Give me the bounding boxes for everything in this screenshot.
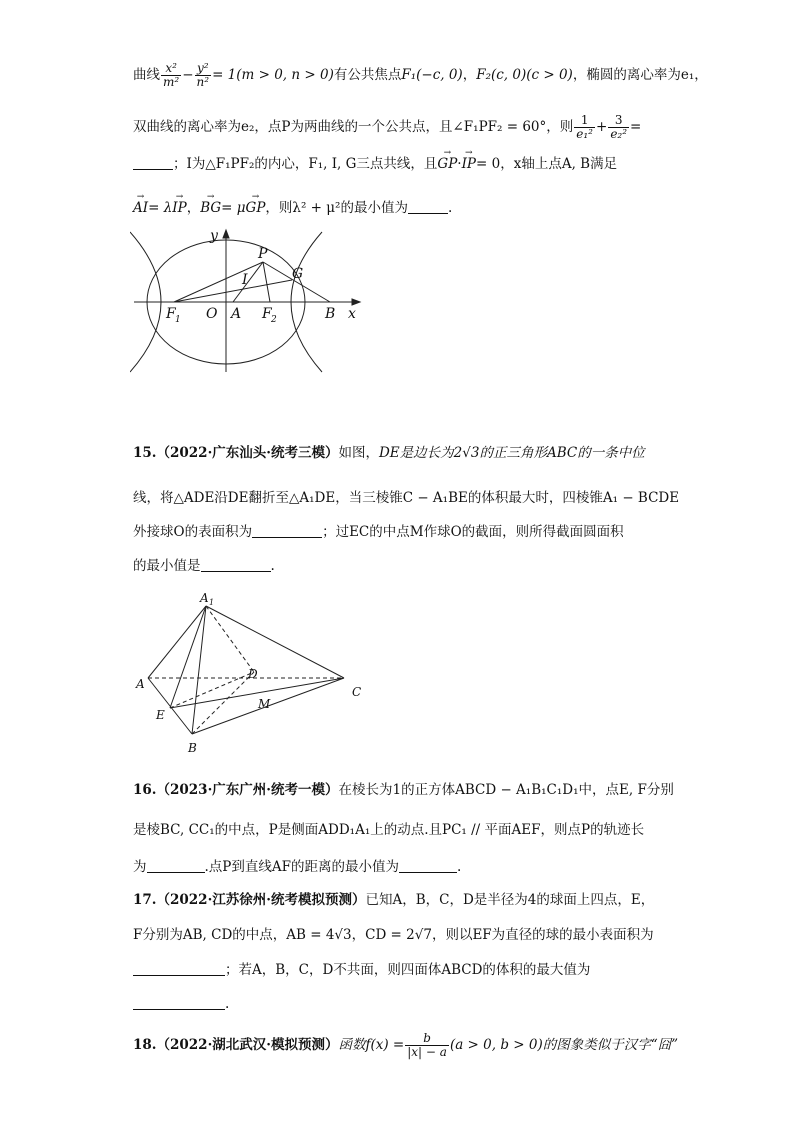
p16-line-1: 16.（2023·广东广州·统考一模）在棱长为1的正方体ABCD − A₁B₁C₁D₁中，点E, F分别 [133,782,674,798]
label-A: A [136,677,145,691]
answer-blank[interactable] [201,557,271,572]
problem-number: 18 [133,1037,152,1053]
p17-line-1: 17.（2022·江苏徐州·统考模拟预测）已知A，B，C，D是半径为4的球面上四点，E， [133,892,655,908]
label-A1: A [200,591,209,605]
answer-blank[interactable] [252,523,322,538]
pyramid-figure [130,586,370,756]
fraction: $\frac{3}{\text{e₂²}}$ [610,113,628,141]
label-D: D [248,667,258,681]
fraction: $\frac{1}{\text{e₁²}}$ [576,113,593,141]
label-F2: F [262,306,272,322]
p15-line-3: 外接球O的表面积为 ；过EC的中点M作球O的截面，则所得截面圆面积 [133,524,624,540]
edge-A1D-hidden [206,606,254,672]
problem-number: 17 [133,892,152,908]
label-C: C [352,685,362,699]
p15-line-1: 15.（2022·广东汕头·统考三模）如图，DE是边长为2√3的正三角形ABC的一条中位 [133,445,645,461]
p15-line-2: 线，将△ADE沿DE翻折至△A₁DE，当三棱锥C − A₁BE的体积最大时，四棱锥A₁ − BCDE [133,490,680,506]
answer-blank[interactable] [408,199,448,214]
problem-source: （2023·广东广州·统考一模） [156,782,339,798]
problem-number: 15 [133,445,152,461]
p16-line-2: 是棱BC, CC₁的中点，P是侧面ADD₁A₁上的动点.且PC₁ // 平面AEF，则点P的轨迹长 [133,822,645,838]
label-B: B [188,741,197,755]
label-F2-sub: 2 [271,315,277,325]
ellipse-hyperbola-figure [130,226,370,376]
p14-line-1: 曲线 $\frac{\text{x²}}{\text{m²}}$ − $\frac{\text{y²}}{\text{n²}}$ = 1(m > 0, n > 0)有公共焦点F₁(−c, 0)，F₂(c, 0)(c > 0)，椭圆的离心率为e₁， [133,61,708,89]
label-x: x [348,306,356,322]
problem-number: 16 [133,782,152,798]
problem-source: （2022·江苏徐州·统考模拟预测） [156,892,366,908]
segment-F1G [174,280,292,302]
p14-line-2: 双曲线的离心率为e₂，点P为两曲线的一个公共点，且∠F₁PF₂ = 60°，则 $\frac{1}{\text{e₁²}}$ + $\frac{3}{\text{e₂²}}$ = [133,113,642,141]
p14-line-4: → AI= λ→ IP，→ BG= μ→ GP，则λ² + μ²的最小值为 . [133,198,684,218]
answer-blank[interactable] [399,858,457,873]
edge-AB [148,678,192,734]
p14-line-3: ；I为△F₁PF₂的内心，F₁, I, G三点共线，且→ GP·→ IP= 0，x轴上点A, B满足 [133,154,684,174]
label-B: B [325,306,336,322]
label-G: G [292,266,304,282]
label-I: I [242,272,248,288]
p15-line-4: 的最小值是 . [133,558,275,574]
answer-blank[interactable] [133,155,173,170]
fraction: $\frac{\text{y²}}{\text{n²}}$ [196,61,210,89]
segment-PA [233,262,263,302]
answer-blank[interactable] [133,961,225,976]
edge-A1C [206,606,344,678]
label-O: O [206,306,218,322]
problem-source: （2022·广东汕头·统考三模） [156,445,339,461]
segment-PF2 [263,262,270,302]
label-P: P [258,246,268,262]
label-E: E [156,708,165,722]
label-A1-sub: 1 [209,598,215,607]
p16-line-3: 为 .点P到直线AF的距离的最小值为 . [133,859,462,875]
fraction: $\frac{b}{|x| - a}$ [407,1031,447,1059]
label-F1: F [166,306,176,322]
label-y: y [210,228,218,244]
y-axis-arrow [223,230,229,238]
edge-ED-hidden [170,672,254,708]
p18-line-1: 18.（2022·湖北武汉·模拟预测）函数f(x) = $\frac{b}{|x| - a}$ (a > 0, b > 0)的图象类似于汉字“囧” [133,1031,679,1059]
answer-blank[interactable] [133,995,225,1010]
segment-F1P [174,262,263,302]
x-axis-arrow [352,299,360,305]
label-F1-sub: 1 [175,315,181,325]
answer-blank[interactable] [147,858,205,873]
label-M: M [258,697,271,711]
p17-line-4: . [133,994,684,1014]
edge-A1A [148,606,206,678]
p17-line-2: F分别为AB, CD的中点，AB = 4√3，CD = 2√7，则以EF为直径的球的最小表面积为 [133,927,654,943]
p17-line-3: ；若A，B，C，D不共面，则四面体ABCD的体积的最大值为 [133,960,684,980]
fraction: $\frac{\text{x²}}{\text{m²}}$ [163,61,180,89]
problem-source: （2022·湖北武汉·模拟预测） [156,1037,339,1053]
label-A: A [231,306,242,322]
